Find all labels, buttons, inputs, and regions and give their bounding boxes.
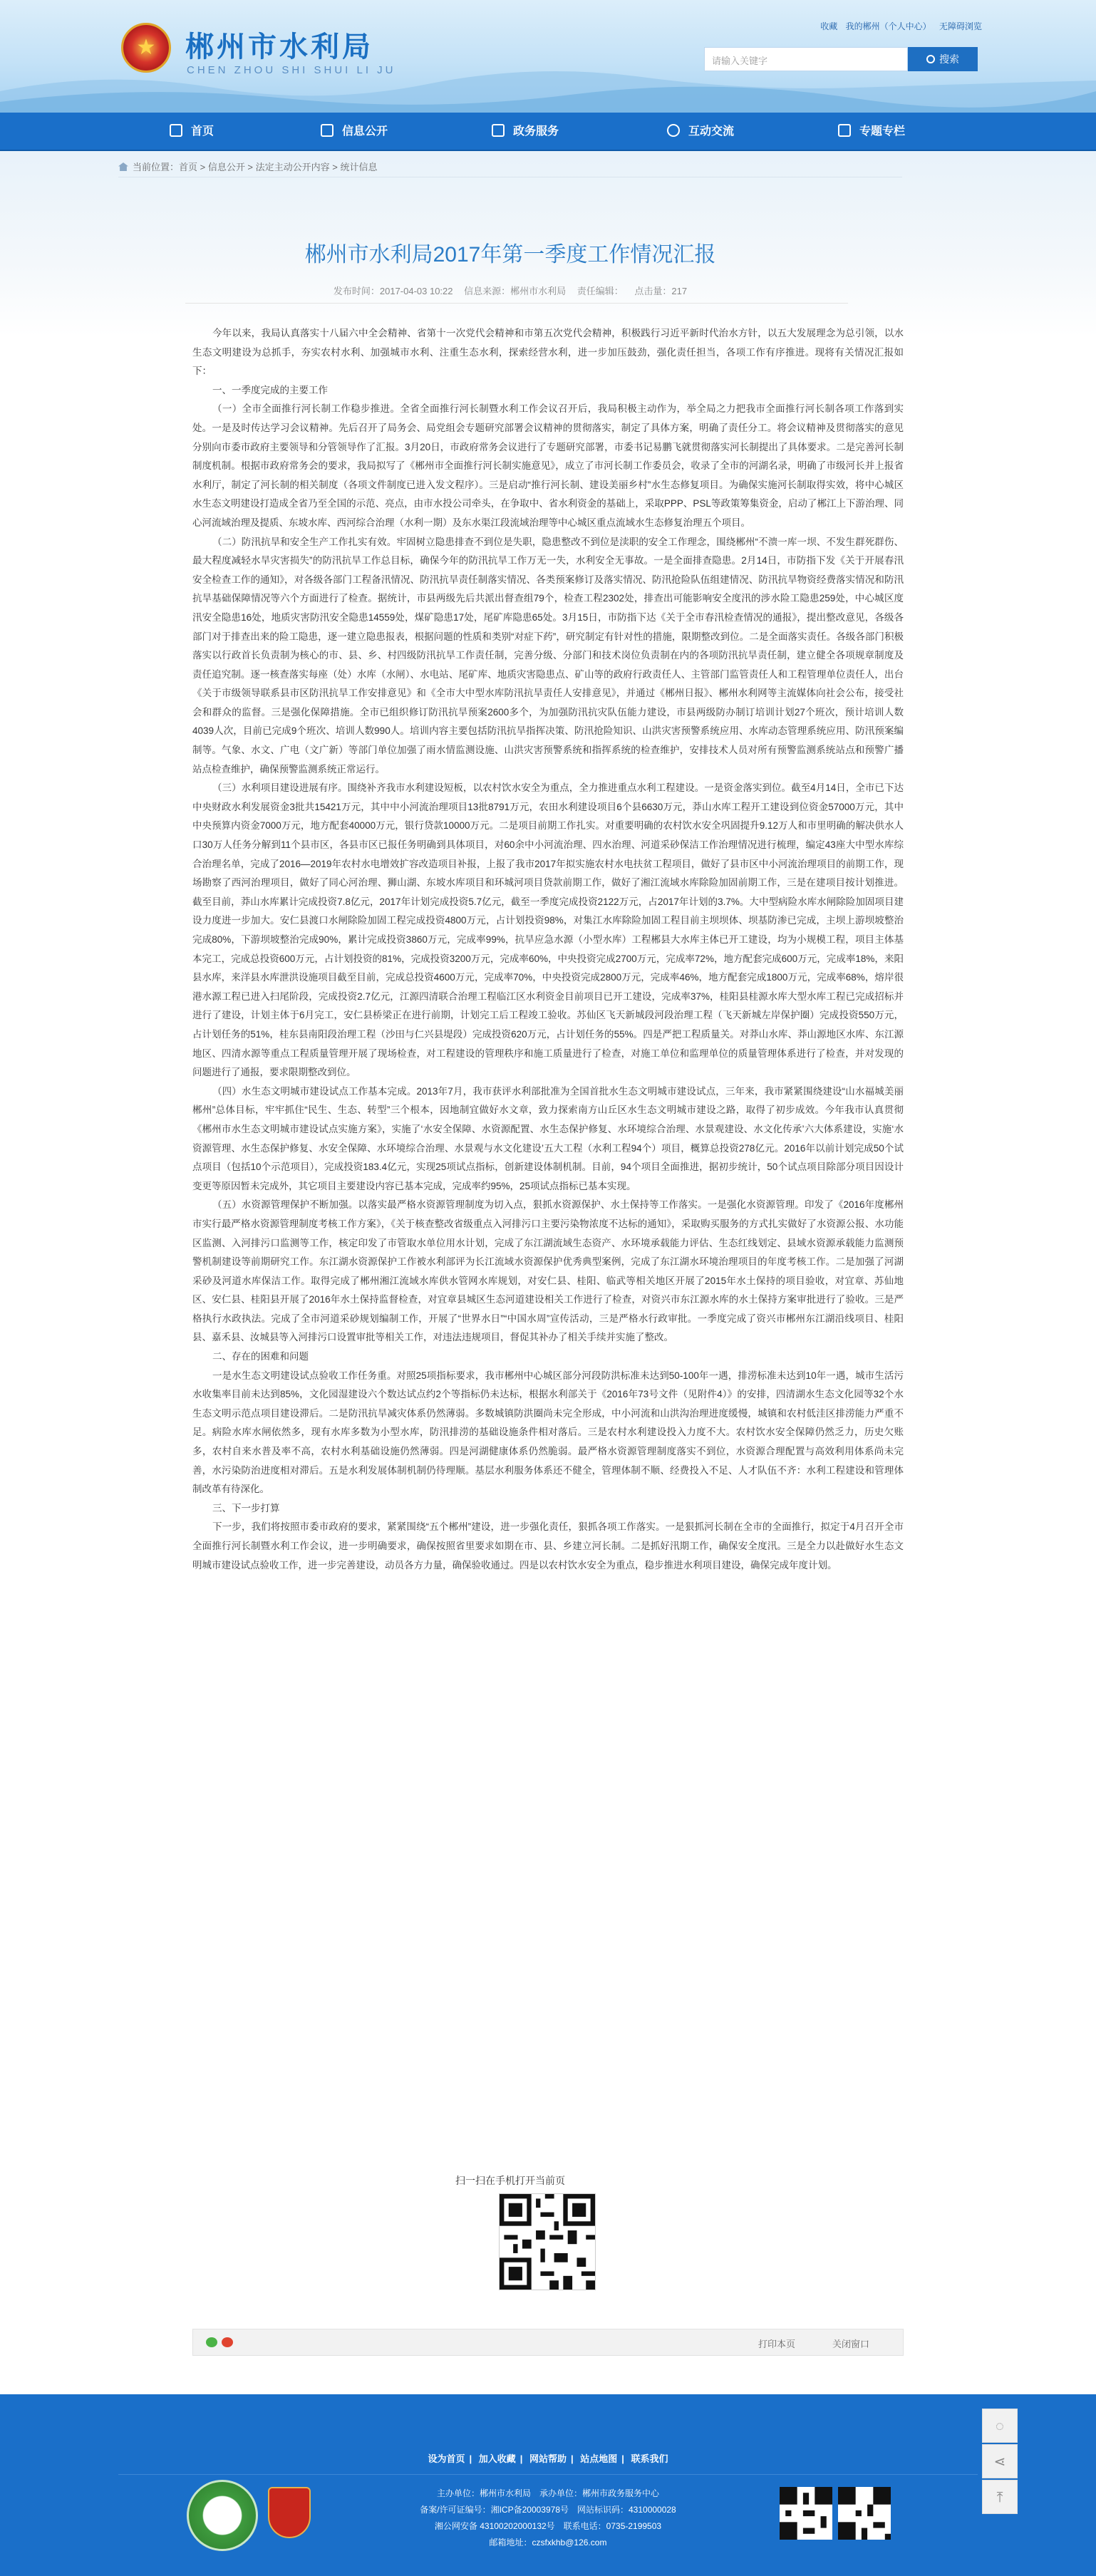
paragraph: （一）全市全面推行河长制工作稳步推进。全省全面推行河长制暨水利工作会议召开后，我局积极主动作为，举全局之力把我市全面推行河长制各项工作落到实处。一是及时传达学习会议精神。先后召开了局务会、局党组会专题研究部署会议精神的贯彻落实，制定了具体方案，明确了责任分工。将会议精神及贯彻落实的意见分别向市委市政府主要领导和分管领导作了汇报。3月20日，市政府常务会议进行了专题研究部署，市委书记易鹏飞就贯彻落实河长制提出了具体要求。二是完善河长制制度机制。根据市政府常务会的要求，我局拟写了《郴州市全面推行河长制实施意见》，成立了市河长制工作委员会，收录了全市的河湖名录，明确了市级河长并上报省水利厅，制定了河长制的相关制度（各项文件制度已进入发文程序）。三是启动“推行河长制、建设美丽乡村”水生态修复项目。为确保实施河长制取得实效，将中心城区水生态文明建设打造成全省乃至全国的示范、亮点，由市水投公司牵头，在争取中、省水利资金的基础上，采取PPP、PSL等政策筹集资金，启动了郴江上下游治理、同心河流域治理及提质、东坡水库、西河综合治理（水利一期）及东水渠江段流域治理等中心城区重点流域水生态修复治理五个项目。 [192,403,904,528]
paragraph: 今年以来，我局认真落实十八届六中全会精神、省第十一次党代会精神和市第五次党代会精神，积极践行习近平新时代治水方针，以五大发展理念为总引领，以水生态文明建设为总抓手，夯实农村水利、加强城市水利、注重生态水利，探索经营水利，进一步加压鼓劲，强化责任担当，各项工作有序推进。现将有关情况汇报如下： [192,328,904,377]
divider [118,2474,978,2475]
footer-sponsor: 主办单位：郴州市水利局 承办单位：郴州市政务服务中心 [436,2488,659,2498]
breadcrumb-text[interactable]: 当前位置：首页 > 信息公开 > 法定主动公开内容 > 统计信息 [133,162,378,172]
search-input[interactable]: 请输入关键字 [704,47,908,71]
weibo-qr-icon [838,2487,891,2540]
search-icon [926,55,935,63]
set-homepage-link[interactable]: 设为首页 [428,2453,465,2464]
main-nav [0,113,1096,151]
chat-icon [667,124,680,137]
edit-icon [492,124,505,137]
footer-links: 设为首页 | 加入收藏 | 网站帮助 | 站点地图 | 联系我们 [428,2453,668,2464]
top-links [815,20,982,32]
footer-police: 湘公网安备 43100202000132号 联系电话：0735-2199503 [434,2521,662,2531]
favorite-link[interactable]: 收藏 [820,21,838,31]
nav-label: 政务服务 [513,125,559,138]
nav-special-topics[interactable] [838,113,905,151]
wechat-qr-icon [780,2487,832,2540]
section-heading: 一、一季度完成的主要工作 [212,384,328,395]
footer-icp: 备案/许可证编号：湘ICP备20003978号 网站标识码：4310000028 [420,2505,676,2515]
article-body [192,324,904,1575]
share-bar [192,2329,904,2356]
nav-label: 信息公开 [342,125,388,138]
info-source: 信息来源：郴州市水利局 [464,286,567,296]
layers-icon [838,124,851,137]
divider [185,303,848,304]
section-heading: 三、下一步打算 [212,1502,280,1514]
add-favorite-link[interactable]: 加入收藏 [478,2453,516,2464]
article-meta [118,284,902,297]
paragraph: （五）水资源管理保护不断加强。以落实最严格水资源管理制度为切入点，狠抓水资源保护、水土保持等工作落实。一是强化水资源管理。印发了《2016年度郴州市实行最严格水资源管理制度考核工作方案》，《关于核查整改省级重点入河排污口主要污染物浓度不达标的通知》，采取购买服务的方式扎实做好了水资源公报、水功能区监测、入河排污口监测等工作，核定印发了市管取水单位用水计划，完成了东江湖流域生态资产、水环境承载能力评估、生态红线划定、县域水资源承载能力监测预警机制建设等前期研究工作。东江湖水资源保护工作被水利部评为长江流域水资源保护优秀典型案例，完成了东江湖水环境治理项目的年度考核工作。二是加强了河湖采砂及河道水库保洁工作。取得完成了郴州湘江流域水库供水管网水库规划，对安仁县、桂阳、临武等相关地区开展了2015年水土保持的项目验收，对宜章、苏仙地区、安仁县、桂阳县开展了2016年水土保持监督检查，对宜章县城区生态河道建设相关工作进行了检查，对资兴市东江源水库的水土保持方案审批进行了验收。三是严格执行水政执法。完成了全市河道采砂规划编制工作，开展了“世界水日”“中国水周”宣传活动，三是严格水行政审批。一季度完成了资兴市郴州东江湖沿线项目、桂阳县、嘉禾县、汝城县等入河排污口设置审批等相关工作，对违法违规项目，督促其补办了相关手续并实施了整改。 [192,1199,904,1343]
sitemap-link[interactable]: 站点地图 [580,2453,618,2464]
paragraph: 一是水生态文明建设试点验收工作任务重。对照25项指标要求，我市郴州中心城区部分河段防洪标准未达到50-100年一遇，排涝标准未达到10年一遇，城市生活污水收集率目前未达到85%，文化园湿建设六个数达试点约2个等指标仍未达标，根据水利部关于《2016年73号文件（见附件4）》的安排，四清湖水生态文化园等32个水生态文明示范点项目建设滞后。二是防汛抗旱减灾体系仍然薄弱。多数城镇防洪圈尚未完全形成，中小河流和山洪沟治理进度缓慢，城镇和农村低洼区排涝能力严重不足。病险水库水闸依然多，现有水库多数为小型水库，防汛排涝的基础设施条件相对落后。三是农村水利建设投入力度不大。农村饮水安全保障仍然乏力，历史欠账多，农村自来水普及率不高，农村水利基础设施仍然薄弱。四是河湖健康体系仍然脆弱。最严格水资源管理制度落实不到位，水资源合理配置与高效利用体系尚未完善，水污染防治进度相对滞后。五是水利发展体制机制仍待理顺。基层水利服务体系还不健全，管理体制不顺、经费投入不足、人才队伍不齐：水利工程建设和管理体制改革有待深化。 [192,1370,904,1495]
nav-label: 互动交流 [688,125,735,138]
footer-email: 邮箱地址：czsfxkhb@126.com [489,2538,607,2547]
back-to-top-icon[interactable]: ⤒ [982,2480,1018,2514]
side-toolbar [982,2409,1018,2515]
document-icon [321,124,334,137]
close-window-button[interactable]: 关闭窗口 [832,2339,870,2349]
wechat-share-icon[interactable] [206,2337,217,2347]
national-emblem-icon [121,23,171,73]
site-title: 郴州市水利局 [185,31,373,63]
nav-label: 首页 [191,125,214,138]
nav-interaction[interactable] [667,113,734,151]
breadcrumb [118,160,377,173]
qr-code-icon [499,2193,596,2290]
footer-info [0,2486,1096,2551]
view-count: 点击量：217 [634,286,688,296]
search-button-label: 搜索 [939,53,959,65]
personal-center-link[interactable]: 我的郴州（个人中心） [845,21,931,31]
help-link[interactable]: 网站帮助 [529,2453,567,2464]
nav-home[interactable] [170,113,214,151]
paragraph: 下一步，我们将按照市委市政府的要求，紧紧围绕“五个郴州”建设，进一步强化责任，狠抓各项工作落实。一是狠抓河长制在全市的全面推行，拟定于4月召开全市全面推行河长制暨水利工作会议，进一步明确要求，确保按照省里要求如期在市、县、乡建立河长制。二是抓好汛期工作，确保安全度汛。三是全力以赴做好水生态文明城市建设试点验收工作，进一步完善建设，动员各方力量，确保验收通过。四是以农村饮水安全为重点，稳步推进水利项目建设，确保完成年度计划。 [192,1521,904,1571]
editor: 责任编辑： [577,286,624,296]
paragraph: （三）水利项目建设进展有序。围绕补齐我市水利建设短板，以农村饮水安全为重点，全力推进重点水利工程建设。一是资金落实到位。截至4月14日，全市已下达中央财政水利发展资金3批共15421万元，其中中小河流治理项目13批8791万元，农田水利建设项目6个县6630万元，莽山水库工程开工建设到位资金57000万元，其中中央预算内资金7000万元，地方配套40000万元，银行贷款10000万元。二是项目前期工作扎实。对重要明确的农村饮水安全巩固提升9.12万人和市里明确的解决供水人口30万人任务分解到11个县市区，各县市区已报任务明确到具体项目，对60余中小河流治理、四水治理、河道采砂保洁工作治理情况进行梳理，编定43座大中型水库综合治理名单，完成了2016—2019年农村水电增效扩容改造项目补报，上报了我市2017年拟实施农村水电扶贫工程项目，做好了县市区中小河流治理项目的前期工作，现场勘察了西河治理项目，做好了同心河治理、狮山湖、东坡水库项目和环城河项目贷款前期工作，做好了湘江流域水库除险加固前期工作，三是在建项目按计划推进。截至目前，莽山水库累计完成投资7.8亿元，2017年计划完成投资5.7亿元，截至一季度完成投资2122万元，占2017年计划的3.7%。大中型病险水库水闸除险加固项目建设力度进一步加大。安仁县渡口水闸除险加固工程完成投资4800万元，占计划投资98%，对集江水库除险加固工程目前主坝坝体、坝基防渗已完成，主坝上游坝坡整治完成80%，下游坝坡整治完成90%，累计完成投资3860万元，完成率99%，抗旱应急水源（小型水库）工程郴县大水库主体已开工建设，均为小规模工程，项目主体基本完工，完成总投资600万元，占计划投资的81%，完成投资3200万元，完成率60%，中央投资完成2700万元，完成率72%，地方配套完成600万元，完成率18%，来阳县水库，来洋县水库泄洪设施项目截至目前，完成总投资4600万元，完成率70%，中央投资完成2800万元，完成率46%，地方配套完成1800万元，完成率68%，熔岸很港水源工程已进入扫尾阶段，完成投资2.7亿元，江源四清联合治理工程临江区水利资金目前项目已开工建设，完成率37%，桂阳县桂源水库大型水库工程已完成招标并进行了建设，计划主体于6月完工，安仁县桥梁正在进行前期，计划完工后工程竣工验收。苏仙区飞天新城段河段治理工程（飞天新城左岸保护圈）完成投资550万元，占计划任务的51%，桂东县南阳段治理工程（沙田与仁兴县堤段）完成投资620万元，占计划任务的55%。四是严把工程质量关。对莽山水库、莽山源地区水库、东江源地区、四清水源等重点工程质量管理开展了现场检查，对工程建设的管理秩序和施工质量进行了检查，对施工单位和监理单位的质量管理体系进行了检查，并对发现的问题进行了通报，要求限期整改到位。 [192,782,904,1078]
qr-label: 扫一扫在手机打开当前页 [455,2175,565,2186]
accessibility-link[interactable]: 无障碍浏览 [939,21,982,31]
article-title: 郴州市水利局2017年第一季度工作情况汇报 [304,243,716,267]
publish-time: 发布时间：2017-04-03 10:22 [333,286,453,296]
contact-link[interactable]: 联系我们 [631,2453,668,2464]
search-button[interactable] [908,47,978,71]
nav-label: 专题专栏 [859,125,906,138]
wechat-icon[interactable]: ◌ [982,2409,1018,2443]
nav-info-public[interactable] [321,113,388,151]
share-icon[interactable]: ⋖ [982,2444,1018,2478]
print-button[interactable]: 打印本页 [758,2339,796,2349]
weibo-share-icon[interactable] [222,2337,233,2347]
home-icon [118,162,128,171]
paragraph: （二）防汛抗旱和安全生产工作扎实有效。牢固树立隐患排查不到位是失职，隐患整改不到位是渎职的安全工作理念，围绕郴州“不溃一库一坝、不发生群死群伤、最大程度减轻水旱灾害损失”的防汛抗旱工作总目标，确保今年的防汛抗旱工作万无一失，水利安全无事故。一是全面排查隐患。2月14日，市防指下发《关于开展春汛安全检查工作的通知》，对各级各部门工程备汛情况、防汛抗旱责任制落实情况、各类预案修订及落实情况、防汛抢险队伍组建情况、防汛抗旱物资经费落实情况和防汛抗旱基础保障情况等六个方面进行了检查。据统计，市县两级先后共派出督查组79个，检查工程2302处，排查出可能影响安全度汛的涉水险工隐患259处，中心城区度汛安全隐患16处，地质灾害防汛安全隐患14559处，煤矿隐患17处，尾矿库隐患65处。3月15日，市防指下达《关于全市春汛检查情况的通报》，提出整改意见，各级各部门对于排查出来的险工隐患，逐一建立隐患报表，根据问题的性质和类别“对症下药”，研究制定有针对性的措施，限期整改到位。二是全面落实责任。各级各部门积极落实以行政首长负责制为核心的市、县、乡、村四级防汛抗旱工作责任制，完善分级、分部门和技术岗位负责制在内的各项防汛抗旱责任制，建立健全各项规章制度及责任追究制。逐一核查落实每座（处）水库（水闸）、水电站、尾矿库、地质灾害隐患点、矿山等的政府行政责任人、主管部门监管责任人和工程管理单位责任人，出台《关于市级领导联系县市区防汛抗旱工作安排意见》和《全市大中型水库防汛抗旱责任人安排意见》，并通过《郴州日报》、郴州水利网等主流媒体向社会公布，接受社会和群众的监督。三是强化保障措施。全市已组织修订防汛抗旱预案2600多个，为加强防汛抗灾队伍能力建设，市县两级防办制订培训计划27个班次，预计培训人数4039人次，目前已完成9个班次、培训人数990人。培训内容主要包括防汛抗旱指挥决策、防汛抢险知识、山洪灾害预警系统应用、水库动态管理系统应用、防汛预案编制等。气象、水文、广电（文广新）等部门单位加强了雨水情监测设施、山洪灾害预警系统和指挥系统的检查维护，安排技术人员对所有预警监测系统站点和预警广播站点检查维护，确保预警监测系统正常运行。 [192,536,904,775]
site-subtitle: CHEN ZHOU SHI SHUI LI JU [187,64,396,76]
paragraph: （四）水生态文明城市建设试点工作基本完成。2013年7月，我市获评水利部批准为全国首批水生态文明城市建设试点，三年来，我市紧紧围绕建设“山水福城美丽郴州”总体目标，牢牢抓住“民生、生态、转型”三个根本，因地制宜做好水文章，致力探索南方山丘区水生态文明城市建设之路，取得了初步成效。今年我市认真贯彻《郴州市水生态文明城市建设试点实施方案》，实施了‘水安全保障、水资源配置、水生态保护修复、水环境综合治理、水景观建设、水文化传承’六大体系建设，实施‘水资源管理、水生态保护修复、水安全保障、水环境综合治理、水景观与水文化建设’五大工程（水利工程94个）项目，概算总投资278亿元。2016年以前计划完成50个试点项目（包括10个示范项目），完成投资183.4亿元，实现25项试点指标，创新建设体制机制。目前，94个项目全面推进，据初步统计，50个试点项目除部分项目因设计变更等原因暂未完成外，其它项目主要建设内容已基本完成，完成率约95%，25项试点指标已基本实现。 [192,1085,904,1191]
nav-gov-service[interactable] [492,113,559,151]
section-heading: 二、存在的困难和问题 [212,1351,309,1362]
home-icon [170,124,182,137]
